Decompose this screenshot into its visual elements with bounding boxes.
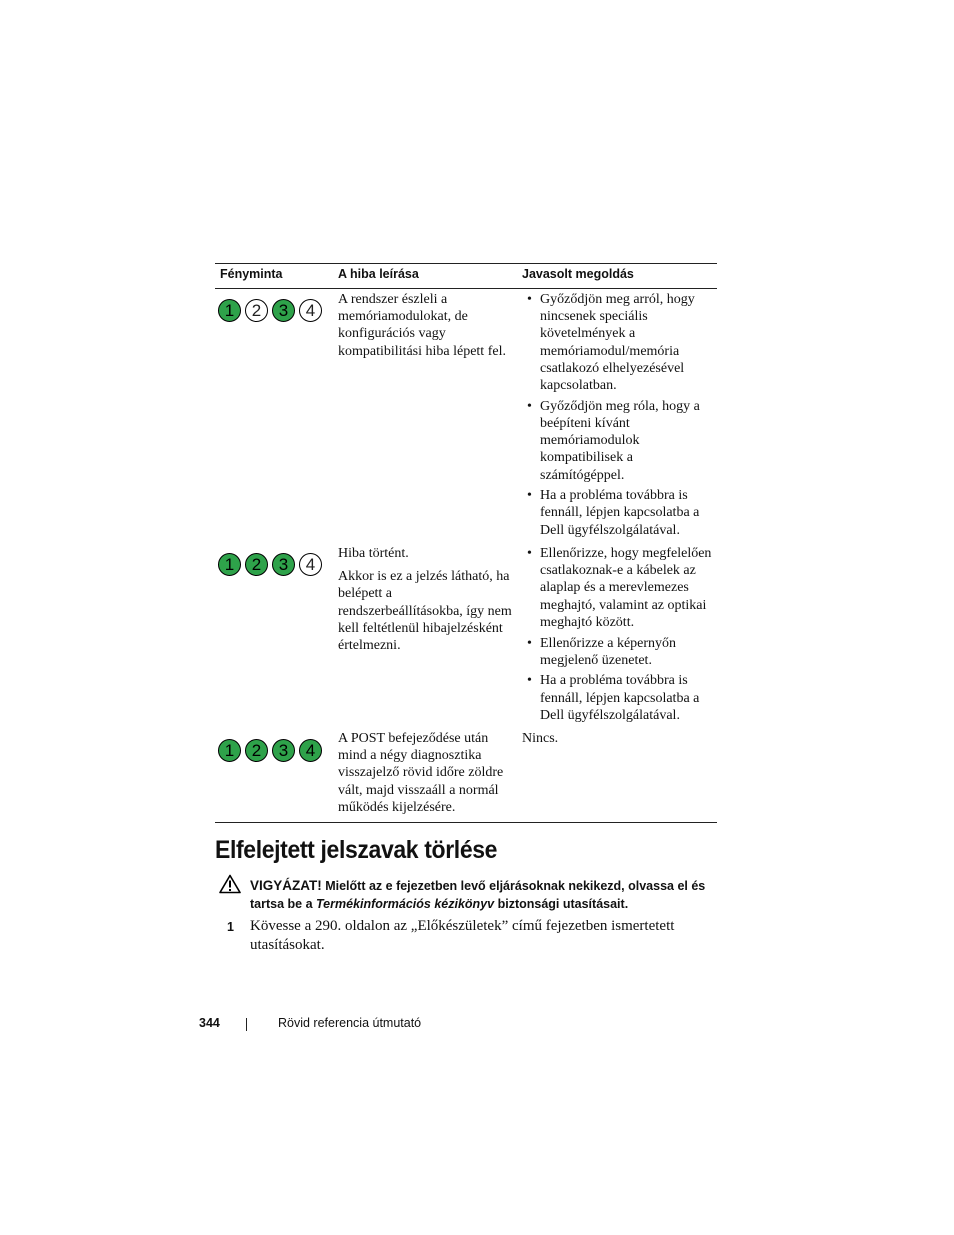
diagnostic-led-3: 3 [272, 299, 295, 322]
list-item: • Győződjön meg arról, hogy nincsenek speciális követelmények a memóriamodul/memória csatlakozó elhelyezésével kapcsolatban. [522, 291, 714, 394]
page-number: 344 [199, 1016, 220, 1030]
list-item: • Ellenőrizze, hogy megfelelően csatlakoznak-e a kábelek az alaplap és a merevlemezes meghajtó, valamint az optikai meghajtó között. [522, 545, 714, 631]
col-header-solution: Javasolt megoldás [522, 267, 634, 281]
list-item: • Ellenőrizze a képernyőn megjelenő üzenetet. [522, 635, 714, 669]
solution-text: Nincs. [522, 731, 559, 746]
diagnostic-led-4: 4 [299, 739, 322, 762]
caution-note [250, 877, 710, 913]
description-text: A rendszer észleli a memóriamodulokat, de konfigurációs vagy kompatibilitási hiba lépett fel. [338, 292, 506, 359]
diagnostic-led-2: 2 [245, 553, 268, 576]
col-header-description: A hiba leírása [338, 267, 419, 281]
diagnostic-led-3: 3 [272, 739, 295, 762]
list-item: • Ha a probléma továbbra is fennáll, lépjen kapcsolatba a Dell ügyfélszolgálatával. [522, 672, 714, 724]
diagnostic-led-1: 1 [218, 739, 241, 762]
diagnostic-led-1: 1 [218, 299, 241, 322]
step-text: Kövesse a 290. oldalon az „Előkészületek” című fejezetben ismertetett utasításokat. [250, 918, 675, 953]
diagnostic-led-1: 1 [218, 553, 241, 576]
caution-label: VIGYÁZAT! [250, 878, 322, 893]
footer-title: Rövid referencia útmutató [278, 1016, 422, 1030]
diagnostic-led-2: 2 [245, 739, 268, 762]
row-1-description [338, 291, 518, 366]
caution-text: Mielőtt az e fejezetben levő eljárásoknak nekikezd, olvassa el és tartsa be a [250, 879, 706, 911]
diagnostic-led-4: 4 [299, 299, 322, 322]
footer-separator [246, 1018, 247, 1031]
description-text: Hiba történt. [338, 546, 409, 561]
list-item: • Győződjön meg róla, hogy a beépíteni kívánt memóriamodulok kompatibilisek a számítógéppel. [522, 398, 714, 484]
table-bottom-rule [215, 822, 717, 823]
caution-text-end: biztonsági utasításait. [494, 896, 629, 911]
diagnostic-led-3: 3 [272, 553, 295, 576]
row-1-solutions [522, 291, 714, 542]
diagnostic-led-2: 2 [245, 299, 268, 322]
led-pattern-row-2 [218, 553, 322, 576]
row-3-description [338, 730, 518, 822]
step-number: 1 [227, 920, 234, 934]
warning-triangle-icon [219, 874, 241, 894]
caution-book-title: Termékinformációs kézikönyv [316, 896, 495, 911]
section-title: Elfelejtett jelszavak törlése [215, 836, 498, 864]
row-3-solutions [522, 730, 714, 747]
led-pattern-row-3 [218, 739, 322, 762]
row-2-solutions [522, 545, 714, 728]
row-2-description [338, 545, 518, 660]
list-item: • Ha a probléma továbbra is fennáll, lépjen kapcsolatba a Dell ügyfélszolgálatával. [522, 487, 714, 539]
diagnostic-led-4: 4 [299, 553, 322, 576]
description-text: Akkor is ez a jelzés látható, ha belépett a rendszerbeállításokba, így nem kell feltétlenül hibajelzésként értelmezni. [338, 569, 512, 654]
led-pattern-row-1 [218, 299, 322, 322]
table-top-rule [215, 263, 717, 264]
table-header-rule [215, 288, 717, 289]
description-text: A POST befejeződése után mind a négy diagnosztika visszajelző rövid időre zöldre vált, majd visszaáll a normál működés kijelzésére. [338, 731, 504, 815]
col-header-pattern: Fényminta [220, 267, 283, 281]
